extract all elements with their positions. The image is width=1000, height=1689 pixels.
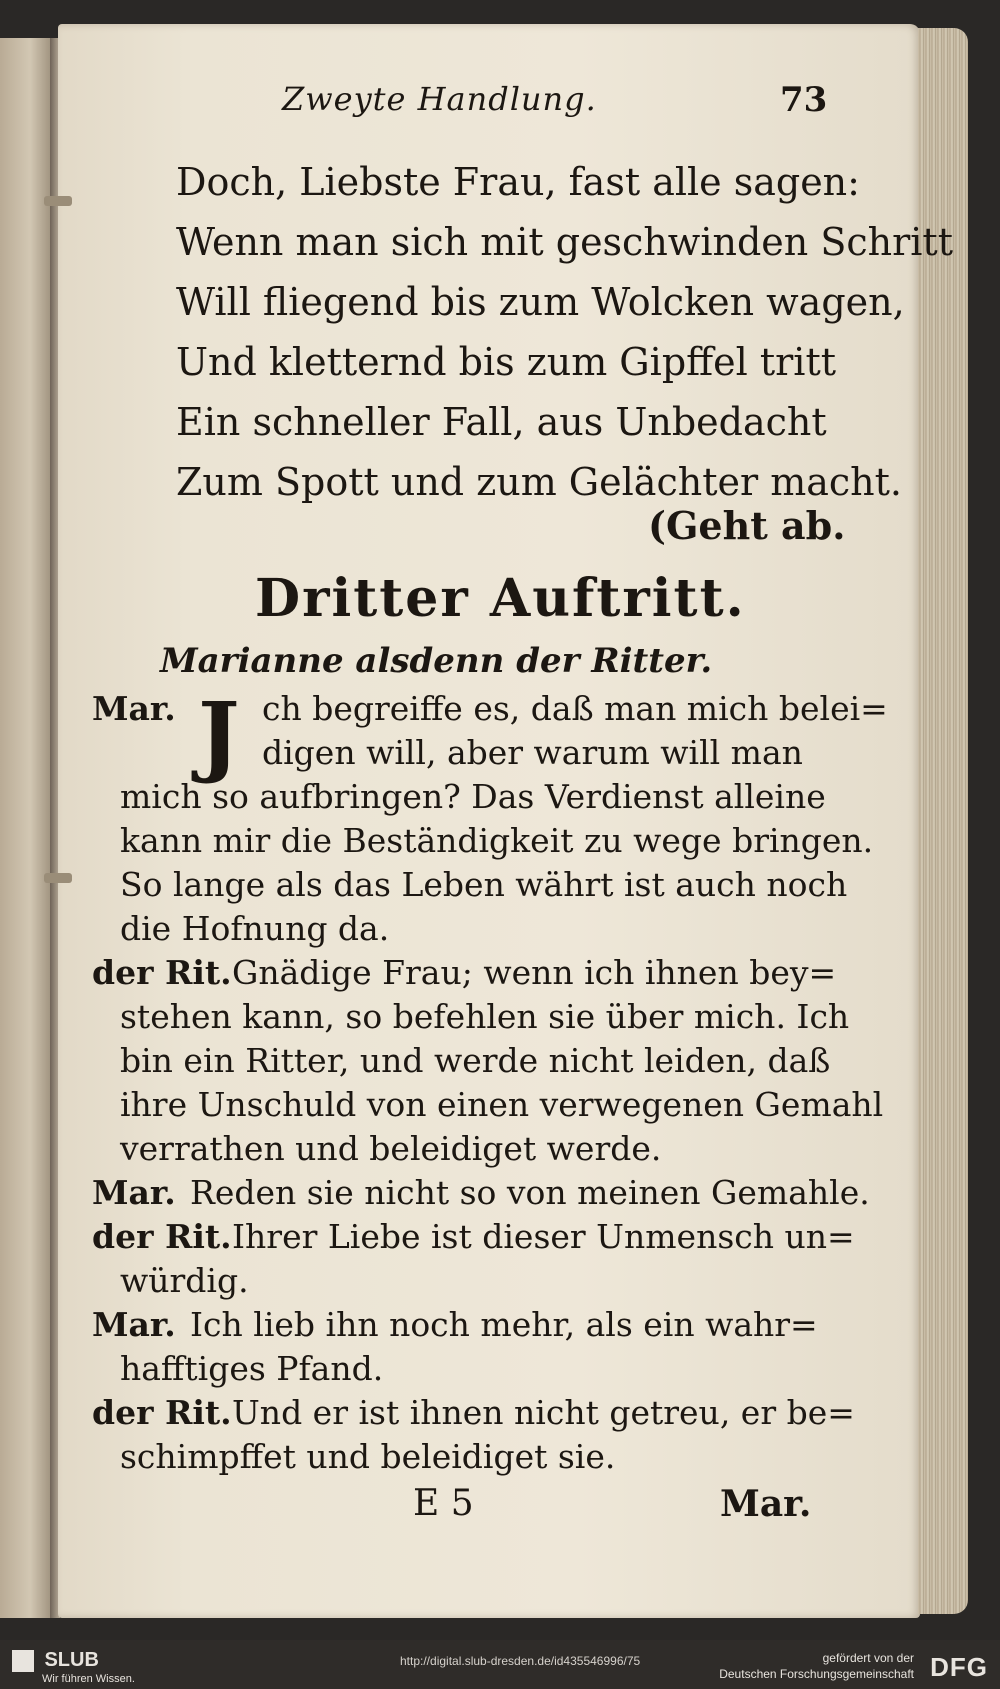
speaker-label: der Rit.	[92, 953, 232, 992]
page-number: 73	[780, 80, 828, 120]
funding-line: gefördert von der	[822, 1651, 914, 1665]
running-head: Zweyte Handlung.	[282, 80, 597, 118]
speaker-label: Mar.	[92, 1305, 176, 1344]
speaker-label: der Rit.	[92, 1393, 232, 1432]
dialogue-line: würdig.	[120, 1261, 249, 1300]
dialogue-line: kann mir die Beständigkeit zu wege bringen.	[120, 821, 874, 860]
dialogue-line: verrathen und beleidiget werde.	[120, 1129, 662, 1168]
signature-mark: E 5	[413, 1483, 474, 1524]
dialogue-line: Ich lieb ihn noch mehr, als ein wahr=	[190, 1305, 818, 1344]
funding-note	[719, 1650, 914, 1682]
drop-cap: J	[198, 682, 240, 786]
binding-thread	[44, 873, 72, 883]
dialogue-line: Ihrer Liebe ist dieser Unmensch un=	[232, 1217, 855, 1256]
dialogue-line: Reden sie nicht so von meinen Gemahle.	[190, 1173, 870, 1212]
dialogue-line: die Hofnung da.	[120, 909, 390, 948]
speaker-label: Mar.	[92, 1173, 176, 1212]
dialogue-line: hafftiges Pfand.	[120, 1349, 384, 1388]
dialogue-line: digen will, aber warum will man	[262, 733, 803, 772]
dialogue-line: ihre Unschuld von einen verwegenen Gemahl	[120, 1085, 884, 1124]
verse-line: Zum Spott und zum Gelächter macht.	[176, 460, 903, 504]
dialogue-line: mich so aufbringen? Das Verdienst alleine	[120, 777, 826, 816]
stage-direction: (Geht ab.	[648, 503, 846, 548]
verse-line: Und kletternd bis zum Gipffel tritt	[176, 340, 836, 384]
verse-line: Doch, Liebste Frau, fast alle sagen:	[176, 160, 860, 204]
cast-list: Marianne alsdenn der Ritter.	[160, 641, 713, 681]
funding-line: Deutschen Forschungsgemeinschaft	[719, 1667, 914, 1681]
speaker-label: Mar.	[92, 689, 176, 728]
slub-name: SLUB	[44, 1649, 99, 1671]
dialogue-line: Und er ist ihnen nicht getreu, er be=	[232, 1393, 855, 1432]
catchword: Mar.	[720, 1483, 812, 1525]
dialogue-line: schimpffet und beleidiget sie.	[120, 1437, 616, 1476]
dialogue-line: stehen kann, so befehlen sie über mich. Ich	[120, 997, 850, 1036]
speaker-label: der Rit.	[92, 1217, 232, 1256]
slub-book-icon	[12, 1650, 34, 1672]
dialogue-line: Gnädige Frau; wenn ich ihnen bey=	[232, 953, 837, 992]
dialogue-line: So lange als das Leben währt ist auch noch	[120, 865, 848, 904]
permalink-url[interactable]: http://digital.slub-dresden.de/id435546996/75	[400, 1654, 641, 1668]
dialogue-line: ch begreiffe es, daß man mich belei=	[262, 689, 888, 728]
dialogue-line: bin ein Ritter, und werde nicht leiden, daß	[120, 1041, 831, 1080]
verse-line: Ein schneller Fall, aus Unbedacht	[176, 400, 827, 444]
verse-line: Wenn man sich mit geschwinden Schritt	[176, 220, 953, 264]
scene-title: Dritter Auftritt.	[255, 568, 746, 629]
slub-tagline: Wir führen Wissen.	[42, 1673, 135, 1685]
verse-line: Will fliegend bis zum Wolcken wagen,	[176, 280, 905, 324]
slub-logo[interactable]	[12, 1649, 135, 1685]
facing-page-edge	[0, 38, 50, 1618]
dfg-logo[interactable]: DFG	[930, 1652, 988, 1682]
binding-thread	[44, 196, 72, 206]
